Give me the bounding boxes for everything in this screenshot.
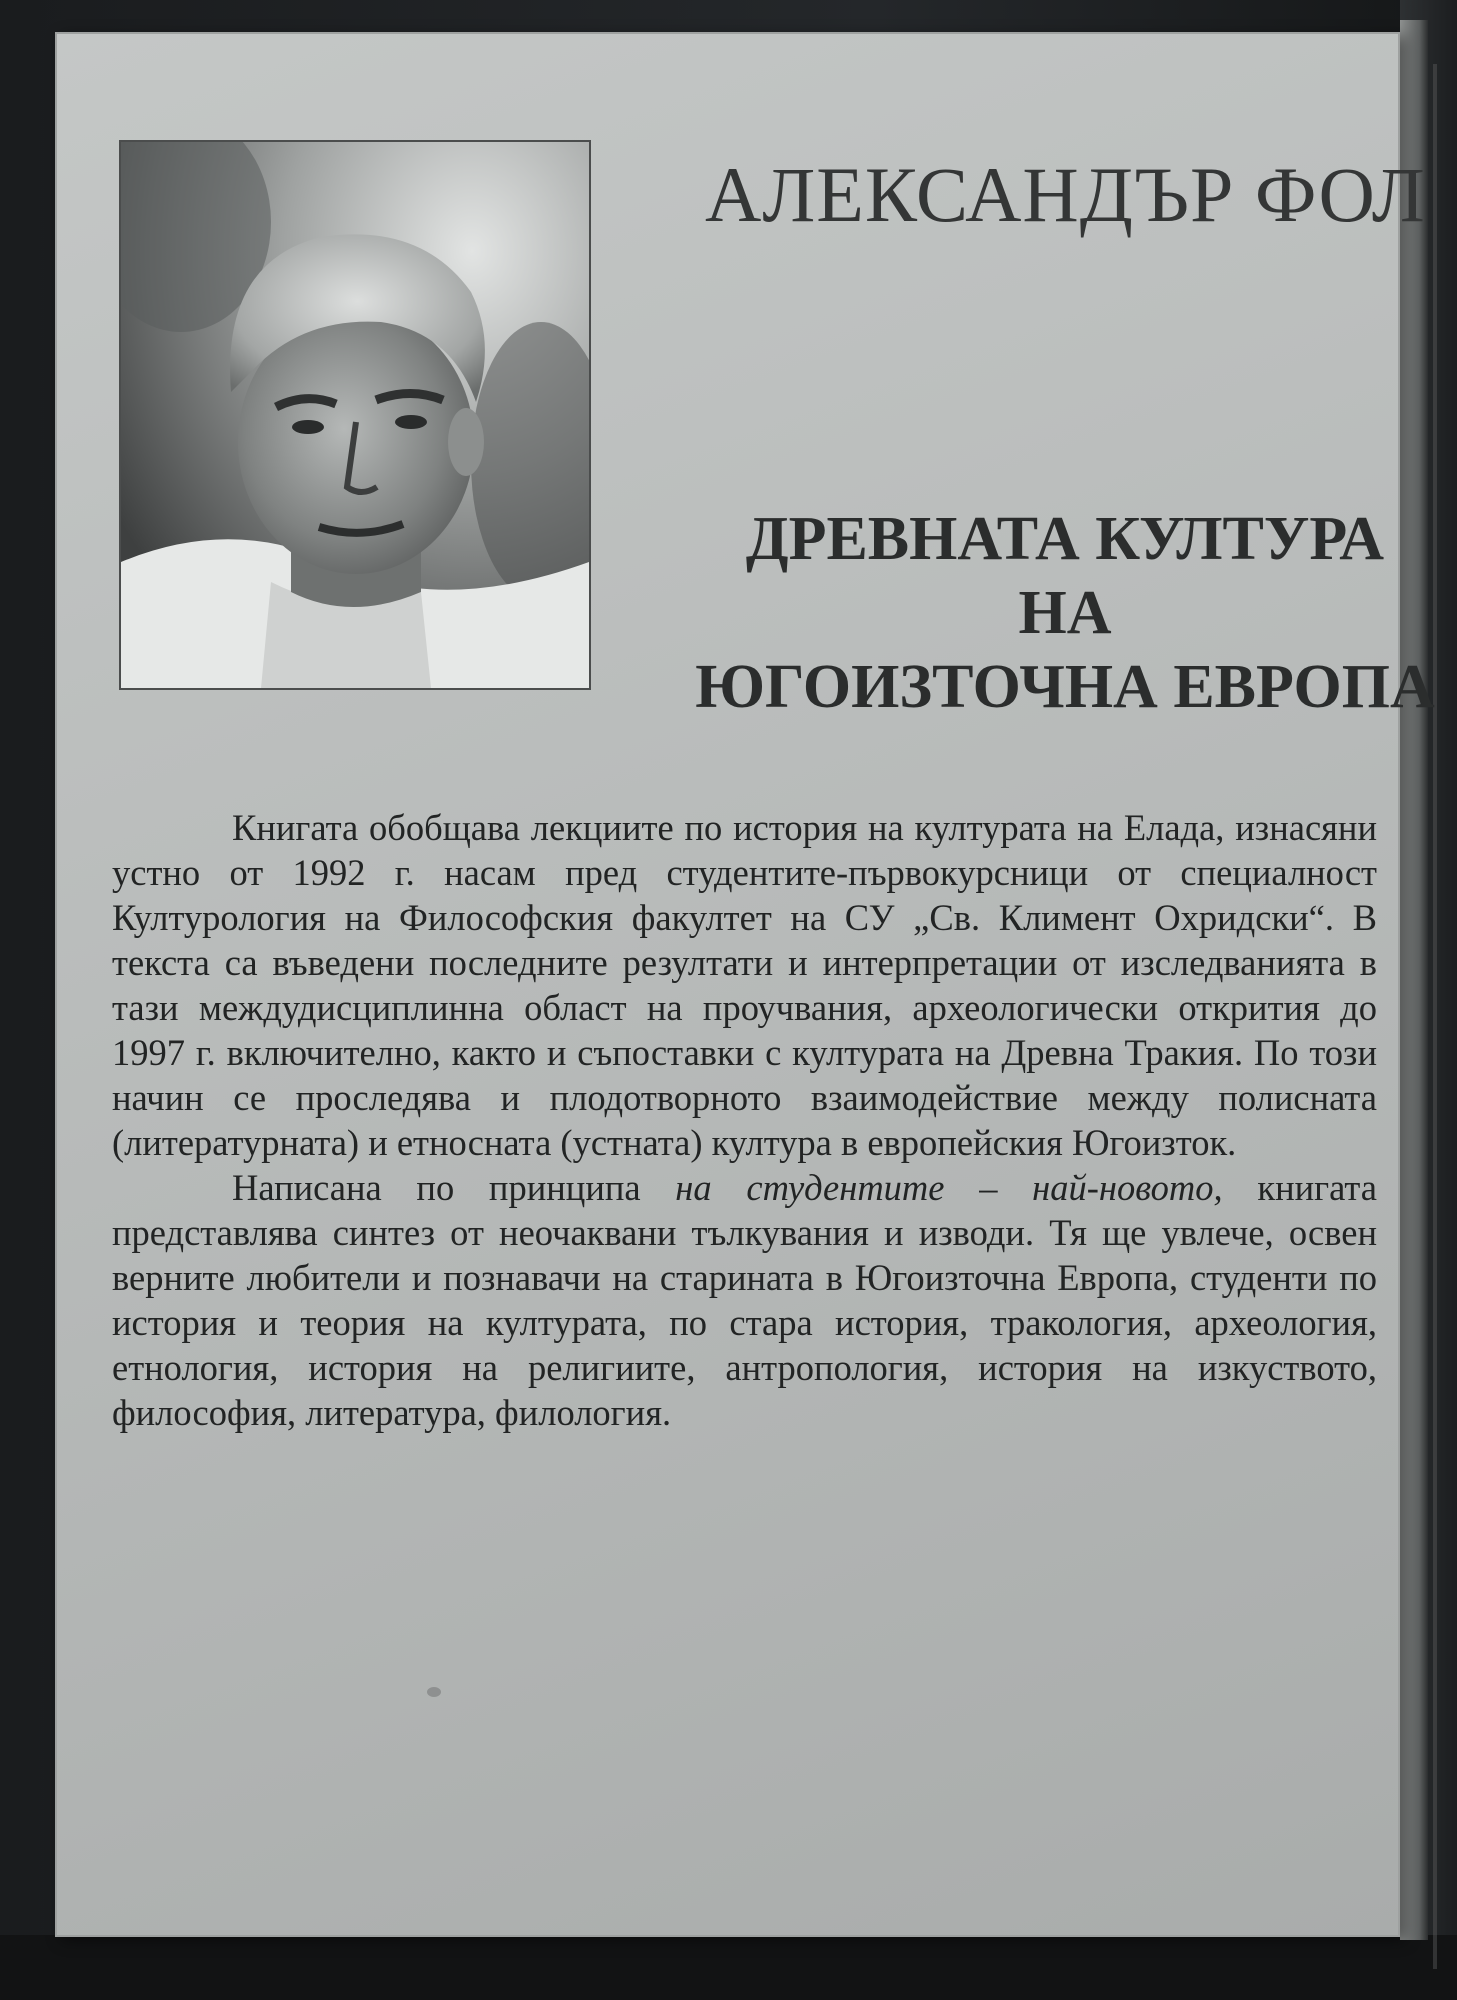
title-line-1: ДРЕВНАТА КУЛТУРА (745, 505, 1385, 573)
cover-fold-line (1433, 64, 1437, 1969)
title-line-2: НА (1018, 579, 1112, 647)
description-paragraph-2 (112, 1165, 1377, 1435)
paragraph-2-emphasis: на студентите – най-новото, (675, 1167, 1223, 1208)
book-title (695, 502, 1435, 724)
background-table (0, 1935, 1457, 2000)
author-name: АЛЕКСАНДЪР ФОЛ (705, 151, 1426, 238)
paragraph-2-end: книгата представлява синтез от неочаквани тълкувания и изводи. Тя ще увлече, освен верните любители и познавачи на старината в Югоизточна Европа, студенти по история и теория на културата, по стара история, тракология, археология, етнология, история на религиите, антропология, история на изкуството, философия, литература, филология. (112, 1167, 1377, 1433)
description-paragraph-1: Книгата обобщава лекциите по история на културата на Елада, изнасяни устно от 1992 г. насам пред студентите-първокурсници от специалност Културология на Философския факултет на СУ „Св. Климент Охридски“. В текста са въведени последните резултати и интерпретации от изследванията в тази междудисциплинна област на проучвания, археологически открития до 1997 г. включително, както и съпоставки с културата на Древна Тракия. По този начин се проследява и плодотворното взаимодействие между полисната (литературната) и етносната (устната) култура в европейския Югоизток. (112, 807, 1377, 1163)
title-line-3: ЮГОИЗТОЧНА ЕВРОПА (695, 653, 1435, 721)
dust-speck (427, 1687, 441, 1697)
author-portrait (119, 140, 591, 690)
book-description (112, 805, 1377, 1435)
portrait-image (121, 142, 589, 688)
paragraph-2-start: Написана по принципа (232, 1167, 676, 1208)
book-spine-edge (1400, 20, 1428, 1940)
